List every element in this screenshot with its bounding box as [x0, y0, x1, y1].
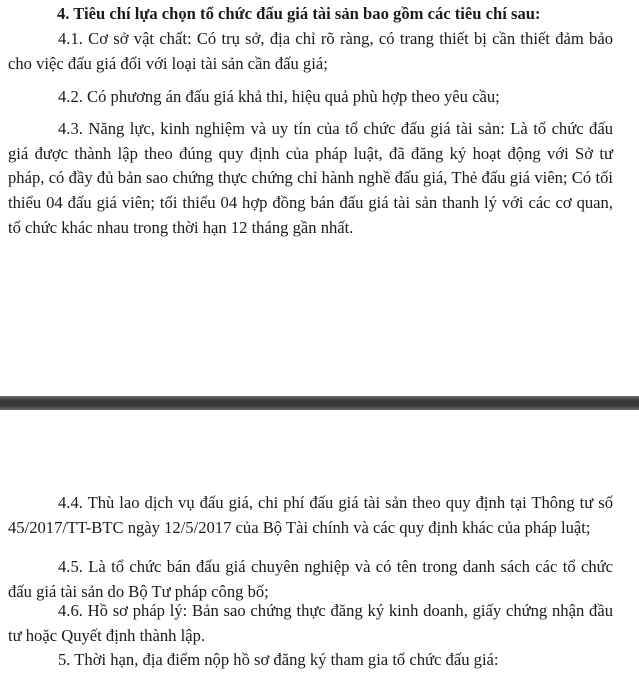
criterion-4-2: 4.2. Có phương án đấu giá khả thi, hiệu quả phù hợp theo yêu cầu; — [58, 87, 500, 106]
criterion-4-1: 4.1. Cơ sở vật chất: Có trụ sở, địa chỉ rõ ràng, có trang thiết bị cần thiết đảm bảo cho việc đấu giá đối với loại tài sản cần đấu giá; — [8, 29, 613, 73]
criterion-4-3: 4.3. Năng lực, kinh nghiệm và uy tín của tổ chức đấu giá tài sản: Là tổ chức đấu giá được thành lập theo đúng quy định của pháp luật, đã đăng ký hoạt động với Sở tư pháp, có đầy đủ bản sao chứng thực chứng chỉ hành nghề đấu giá, Thẻ đấu giá viên; Có tối thiểu 04 đấu giá viên; tối thiểu 04 hợp đồng bán đấu giá tài sản thanh lý với các cơ quan, tổ chức khác nhau trong thời hạn 12 tháng gần nhất. — [8, 119, 613, 237]
page-break-divider — [0, 396, 639, 410]
section-5-heading: 5. Thời hạn, địa điểm nộp hồ sơ đăng ký tham gia tổ chức đấu giá: — [58, 650, 499, 669]
criterion-4-5: 4.5. Là tổ chức bán đấu giá chuyên nghiệp và có tên trong danh sách các tổ chức đấu giá tài sản do Bộ Tư pháp công bố; — [8, 557, 613, 601]
criterion-4-6: 4.6. Hồ sơ pháp lý: Bản sao chứng thực đăng ký kinh doanh, giấy chứng nhận đầu tư hoặc Quyết định thành lập. — [8, 601, 613, 645]
section-4-heading: 4. Tiêu chí lựa chọn tổ chức đấu giá tài sản bao gồm các tiêu chí sau: — [57, 4, 541, 23]
document-page-bottom — [0, 410, 639, 675]
criterion-4-4: 4.4. Thù lao dịch vụ đấu giá, chi phí đấu giá tài sản theo quy định tại Thông tư số 45/2017/TT-BTC ngày 12/5/2017 của Bộ Tài chính và các quy định khác của pháp luật; — [8, 493, 613, 537]
